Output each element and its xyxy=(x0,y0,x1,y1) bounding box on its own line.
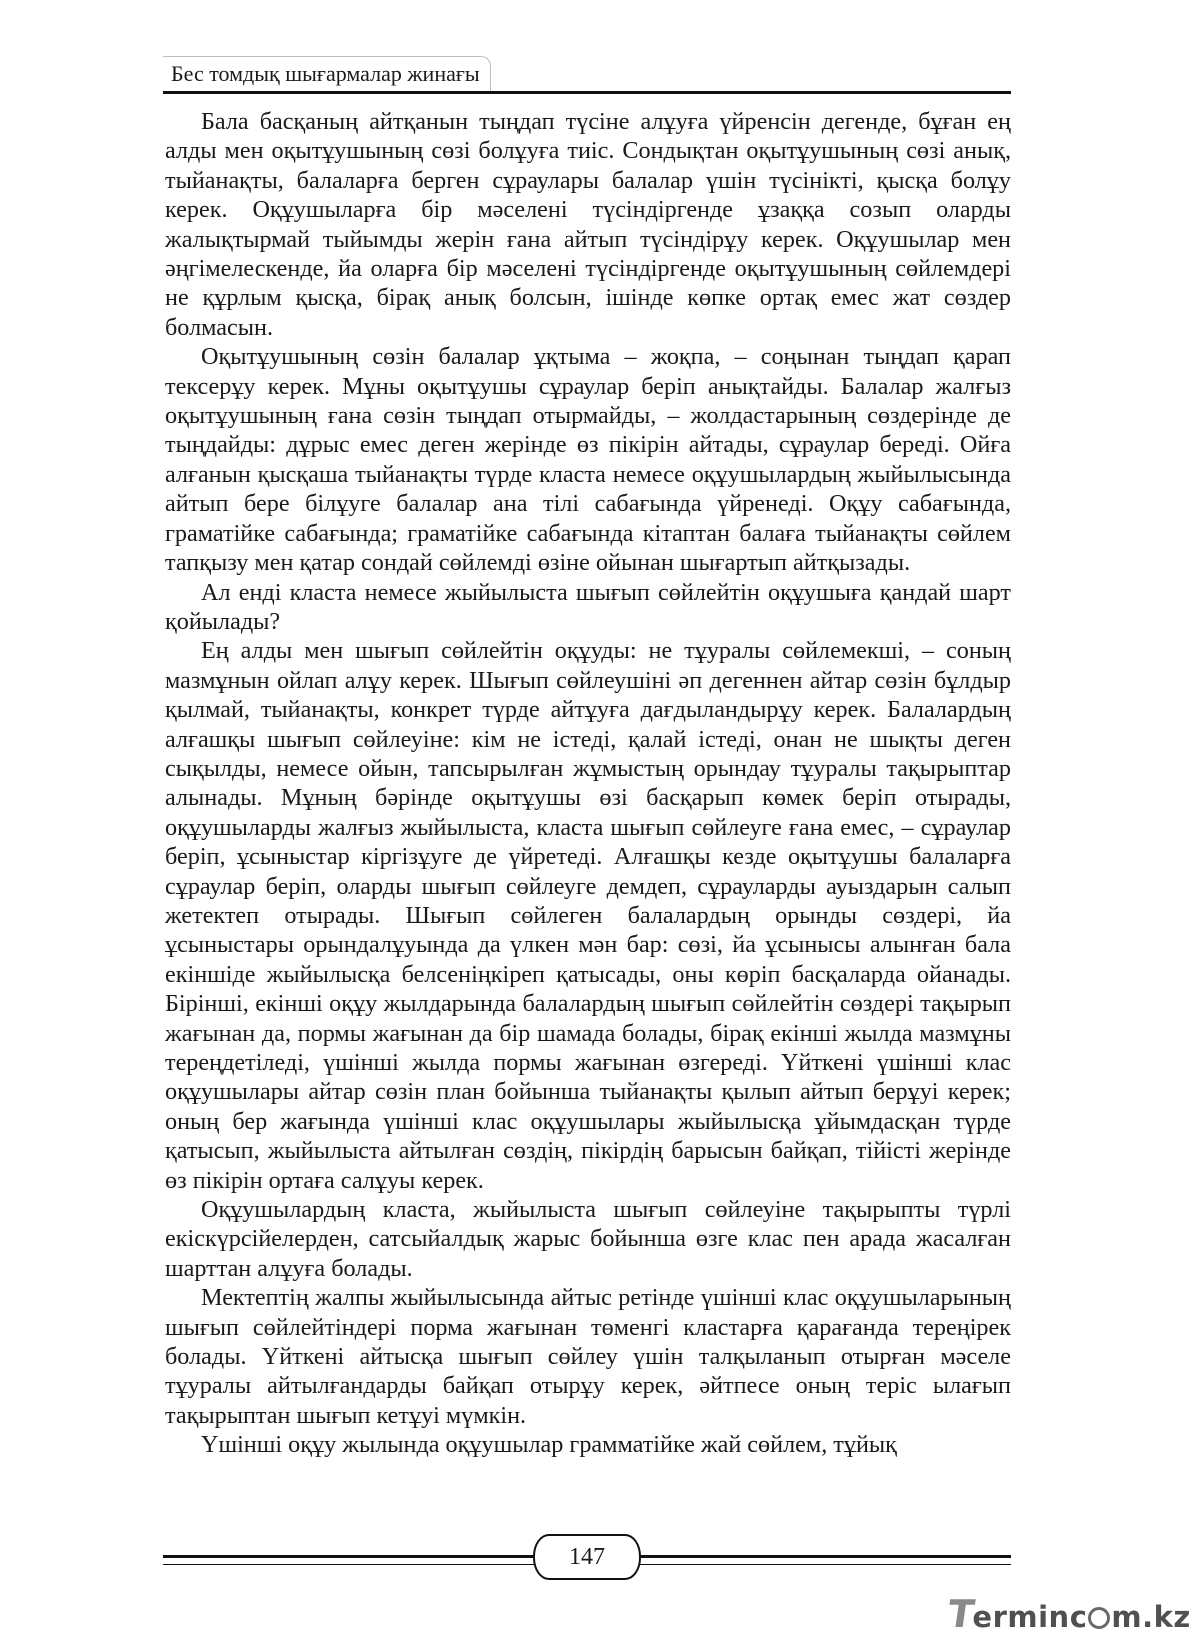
paragraph-1: Бала басқаның айтқанын тыңдап түсіне алұуға үйренсін дегенде, бұған ең алды мен оқытұушының сөзі болұуға тиіс. Сондықтан оқытұушының сөзі анық, тыйанақты, балаларға берген сұраулары балалар үшін түсінікті, қысқа болұу керек. Оқұушыларға бір мәселені түсіндіргенде ұзаққа созып оларды жалықтырмай тыйымды жерін ғана айтып түсіндірұу керек. Оқұушылар мен әңгімелескенде, йа оларға бір мәселені түсіндіргенде оқытұушының сөйлемдері не құрлым қысқа, бірақ анық болсын, ішінде көпке ортақ емес жат сөздер болмасын. xyxy=(165,108,1011,341)
paragraph-7: Үшінші оқұу жылында оқұушылар грамматійке жай сөйлем, тұйық xyxy=(201,1431,897,1459)
paragraph-4: Ең алды мен шығып сөйлейтін оқұуды: не тұуралы сөйлемекші, – соның мазмұнын ойлап алұу керек. Шығып сөйлеушіні әп дегеннен айтар сөзін бұлдыр қылмай, тыйанақты, конкрет түрде айтұуға дағдыландырұу керек. Балалардың алғашқы шығып сөйлеуіне: кім не істеді, қалай істеді, онан не шықты деген сықылды, немесе ойын, тапсырылған жұмыстың орындау тұуралы тақырыптар алынады. Мұның бәрінде оқытұушы өзі басқарып көмек беріп отырады, оқұушыларды жалғыз жыйылыста, класта шығып сөйлеуге ғана емес, – сұраулар беріп, ұсыныстар кіргізұуге де үйретеді. Алғашқы кезде оқытұушы балаларға сұраулар беріп, оларды шығып сөйлеуге демдеп, сұрауларды ауыздарын салып жетектеп отырады. Шығып сөйлеген балалардың орынды сөздері, йа ұсыныстары орындалұуында да үлкен мән бар: сөзі, йа ұсынысы алынған бала екіншіде жыйылысқа белсеніңкіреп қатысады, оны көріп басқаларда ойанады. Бірінші, екінші оқұу жылдарында балалардың шығып сөйлейтін сөздері тақырып жағынан да, пормы жағынан да бір шамада болады, бірақ екінші жылда мазмұны тереңдетіледі, үшінші жылда пормы жағынан өзгереді. Үйткені үшінші клас оқұушылары айтар сөзін план бойынша тыйанақты қылып айтып берұуі керек; оның бер жағында үшінші клас оқұушылары жыйылысқа ұйымдасқан түрде қатысып, жыйылыста айтылған сөздің, пікірдің барысын байқап, тійісті жерінде өз пікірін ортаға салұуы керек. xyxy=(165,637,1011,1194)
body-text xyxy=(165,107,1011,1527)
watermark-logo xyxy=(944,1592,1191,1636)
watermark-domain: m.kz xyxy=(1111,1600,1191,1634)
paragraph-3: Ал енді класта немесе жыйылыста шығып сөйлейтін оқұушыға қандай шарт қойылады? xyxy=(165,578,1011,635)
paragraph-2: Оқытұушының сөзін балалар ұқтыма – жоқпа, – соңынан тыңдап қарап тексерұу керек. Мұны оқытұушы сұраулар беріп анықтайды. Балалар жалғыз оқытұушының ғана сөзін тыңдап отырмайды, – жолдастарының сөздерінде де тыңдайды: дұрыс емес деген жерінде өз пікірін айтады, сұраулар береді. Ойға алғанын қысқаша тыйанақты түрде класта немесе оқұушылардың жыйылысында айтып бере білұуге балалар ана тілі сабағында үйренеді. Оқұу сабағында, граматійке сабағында; граматійке сабағында кітаптан балаға тыйанақты сөйлем тапқызу мен қатар сондай сөйлемді өзіне ойынан шығартып айтқызады. xyxy=(165,343,1011,577)
watermark-letter-t: T xyxy=(944,1592,978,1636)
paragraph-6: Мектептің жалпы жыйылысында айтыс ретінде үшінші клас оқұушыларының шығып сөйлейтіндері порма жағынан төменгі кластарға қарағанда тереңірек болады. Үйткені айтысқа шығып сөйлеу үшін талқыланып отырған мәселе тұуралы айтылғандарды байқап отырұу керек, әйтпесе оның теріс ылағып тақырыптан шығып кетұуі мүмкін. xyxy=(165,1284,1011,1429)
running-header xyxy=(163,50,1011,96)
running-title: Бес томдық шығармалар жинағы xyxy=(163,56,491,91)
watermark-text: erminc xyxy=(972,1600,1088,1634)
header-rule xyxy=(163,91,1011,94)
paragraph-5: Оқұушылардың класта, жыйылыста шығып сөйлеуіне тақырыпты түрлі екіскүрсійелерден, сатсыйалдық жарыс бойынша өзге клас пен арада жасалған шарттан алұуға болады. xyxy=(165,1196,1011,1282)
page-footer xyxy=(163,1532,1011,1592)
watermark-o-icon xyxy=(1088,1607,1110,1629)
footer-rule-left xyxy=(163,1555,536,1565)
page-number: 147 xyxy=(533,1534,641,1580)
footer-rule-right xyxy=(638,1555,1011,1565)
